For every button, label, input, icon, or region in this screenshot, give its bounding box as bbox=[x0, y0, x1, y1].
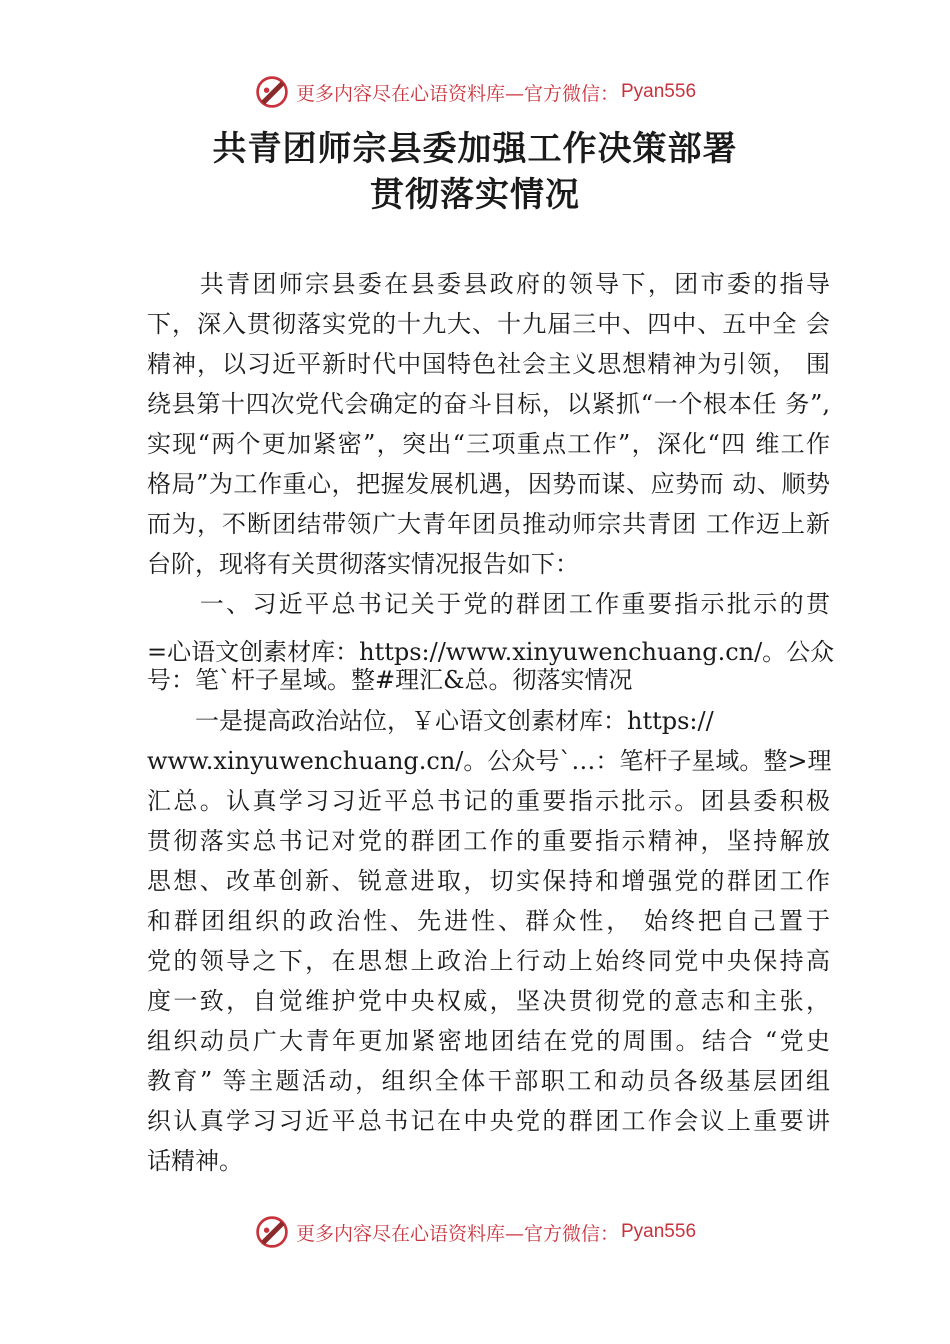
body-line: 汇总。认真学习习近平总书记的重要指示批示。团县委积极 bbox=[147, 787, 830, 815]
body-line: 党的领导之下，在思想上政治上行动上始终同党中央保持高 bbox=[147, 947, 830, 975]
section-heading: 一、习近平总书记关于党的群团工作重要指示批示的贯 bbox=[147, 590, 830, 618]
body-line: 一是提高政治站位，￥心语文创素材库：https:// bbox=[147, 707, 714, 735]
body-line: 台阶，现将有关贯彻落实情况报告如下： bbox=[147, 550, 579, 578]
brand-logo-icon bbox=[254, 1214, 290, 1250]
body-line: 教育” 等主题活动，组织全体干部职工和动员各级基层团组 bbox=[147, 1067, 830, 1095]
body-line: 思想、改革创新、锐意进取，切实保持和增强党的群团工作 bbox=[147, 867, 830, 895]
body-line: 织认真学习习近平总书记在中央党的群团工作会议上重要讲 bbox=[147, 1107, 830, 1135]
body-line: 话精神。 bbox=[147, 1147, 243, 1175]
body-line: 精神，以习近平新时代中国特色社会主义思想精神为引领， 围 bbox=[147, 350, 830, 378]
brand-logo-icon bbox=[254, 74, 290, 110]
body-line: 和群团组织的政治性、先进性、群众性， 始终把自己置于 bbox=[147, 907, 830, 935]
body-line: 度一致，自觉维护党中央权威，坚决贯彻党的意志和主张， bbox=[147, 987, 830, 1015]
body-line: 号：笔`杆子星域。整#理汇&总。彻落实情况 bbox=[147, 666, 633, 694]
body-line: www.xinyuwenchuang.cn/。公众号`…：笔杆子星域。整>理 bbox=[147, 747, 832, 775]
footer-banner-wechat: Pyan556 bbox=[621, 1221, 697, 1242]
body-line: 组织动员广大青年更加紧密地团结在党的周围。结合 “党史 bbox=[147, 1027, 830, 1055]
header-banner-wechat: Pyan556 bbox=[621, 81, 697, 102]
header-banner bbox=[0, 72, 950, 112]
footer-banner-text: 更多内容尽在心语资料库—官方微信： bbox=[295, 1222, 619, 1245]
body-line: 而为，不断团结带领广大青年团员推动师宗共青团 工作迈上新 bbox=[147, 510, 830, 538]
body-line: =心语文创素材库：https://www.xinyuwenchuang.cn/。公众 bbox=[147, 638, 835, 666]
document-title-line-2: 贯彻落实情况 bbox=[370, 175, 580, 215]
body-line: 贯彻落实总书记对党的群团工作的重要指示精神，坚持解放 bbox=[147, 827, 830, 855]
document-title-line-1: 共青团师宗县委加强工作决策部署 bbox=[212, 129, 738, 169]
footer-banner bbox=[0, 1212, 950, 1252]
body-line: 下，深入贯彻落实党的十九大、十九届三中、四中、五中全 会 bbox=[147, 310, 830, 338]
body-line: 共青团师宗县委在县委县政府的领导下，团市委的指导 bbox=[147, 270, 830, 298]
body-line: 绕县第十四次党代会确定的奋斗目标，以紧抓“一个根本任 务”, bbox=[147, 390, 830, 418]
body-line: 实现“两个更加紧密”，突出“三项重点工作”，深化“四 维工作 bbox=[147, 430, 830, 458]
header-banner-text: 更多内容尽在心语资料库—官方微信： bbox=[295, 82, 619, 105]
body-line: 格局”为工作重心，把握发展机遇，因势而谋、应势而 动、顺势 bbox=[147, 470, 830, 498]
